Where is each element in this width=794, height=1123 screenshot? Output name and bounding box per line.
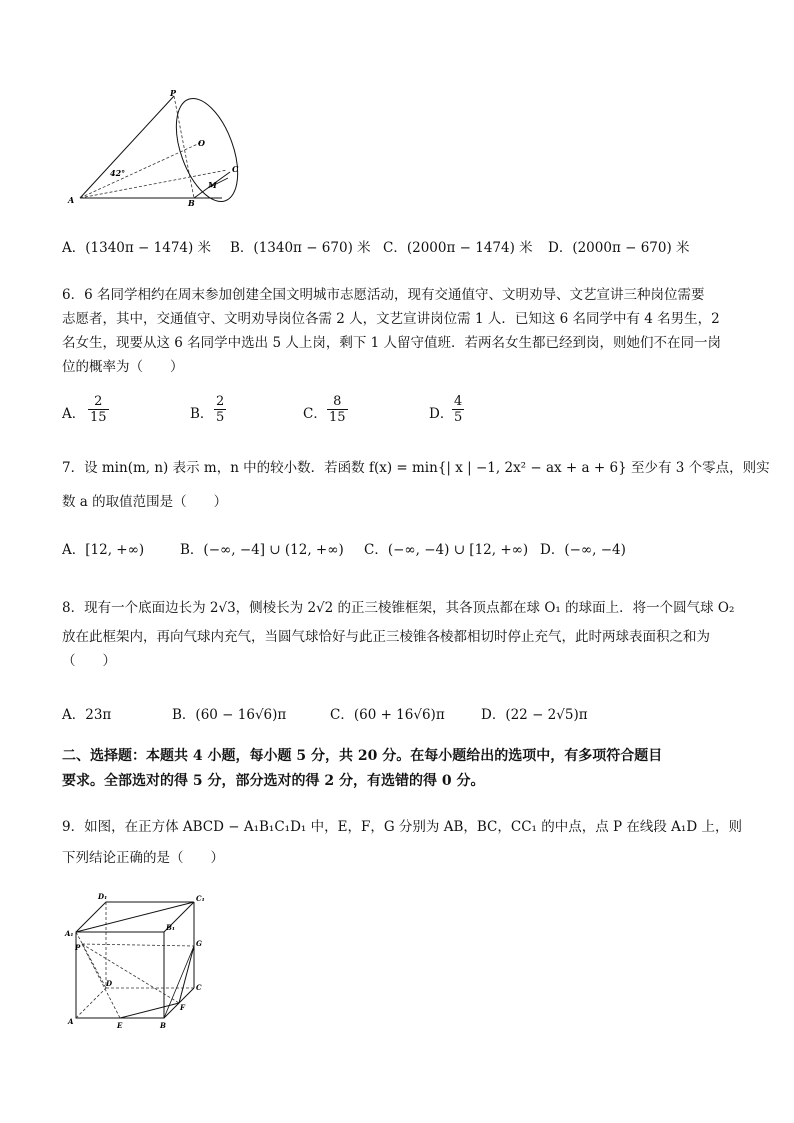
q6-option-d-label: D． xyxy=(429,406,454,422)
q9-line-1: 9．如图，在正方体 ABCD − A₁B₁C₁D₁ 中，E，F，G 分别为 AB，BC，CC₁ 的中点，点 P 在线段 A₁D 上，则 xyxy=(62,819,742,835)
q5-option-a: A．(1340π − 1474) 米 xyxy=(62,240,212,256)
q8-option-b: B．(60 − 16√6)π xyxy=(172,707,287,723)
q6-option-c-label: C． xyxy=(303,406,327,422)
q6-option-b-label: B． xyxy=(190,406,214,422)
label-P: P xyxy=(75,943,81,952)
q8-line-3: （ ） xyxy=(62,653,116,669)
q6-option-a-fraction: $\frac{2}{15}$ xyxy=(90,394,107,425)
label-D1: D₁ xyxy=(98,892,108,901)
label-O: O xyxy=(198,138,205,148)
q6-line-1: 6．6 名同学相约在周末参加创建全国文明城市志愿活动，现有交通值守、文明劝导、文艺宣讲三种岗位需要 xyxy=(62,287,705,303)
q8-option-a: A．23π xyxy=(62,707,112,723)
section-2-line-1: 二、选择题：本题共 4 小题，每小题 5 分，共 20 分。在每小题给出的选项中，有多项符合题目 xyxy=(62,748,663,764)
label-C: C xyxy=(232,164,239,174)
q6-line-3: 名女生，现要从这 6 名同学中选出 5 人上岗，剩下 1 人留守值班．若两名女生都已经到岗，则她们不在同一岗 xyxy=(62,335,722,351)
q9-line-2: 下列结论正确的是（ ） xyxy=(62,850,224,866)
q6-line-4: 位的概率为（ ） xyxy=(62,359,184,375)
q5-option-b: B．(1340π − 670) 米 xyxy=(230,240,371,256)
cube-figure xyxy=(62,888,212,1030)
label-C1: C₁ xyxy=(196,894,205,903)
label-E: E xyxy=(117,1021,123,1030)
q8-option-d: D．(22 − 2√5)π xyxy=(481,707,588,723)
q6-option-a-label: A． xyxy=(62,406,86,422)
q7-line-2: 数 a 的取值范围是（ ） xyxy=(62,494,228,510)
q8-line-2: 放在此框架内，再向气球内充气，当圆气球恰好与此正三棱锥各棱都相切时停止充气，此时两球表面积之和为 xyxy=(62,629,710,645)
cone-figure xyxy=(62,88,252,208)
label-angle: 42° xyxy=(110,168,126,178)
q6-option-b-fraction: $\frac{2}{5}$ xyxy=(216,394,225,425)
q6-option-d-fraction: $\frac{4}{5}$ xyxy=(454,394,463,425)
q7-option-c: C．(−∞, −4) ∪ [12, +∞) xyxy=(364,542,529,558)
label-C: C xyxy=(196,983,202,992)
q5-option-c: C．(2000π − 1474) 米 xyxy=(383,240,533,256)
q8-line-1: 8．现有一个底面边长为 2√3，侧棱长为 2√2 的正三棱锥框架，其各顶点都在球 O₁ 的球面上．将一个圆气球 O₂ xyxy=(62,600,735,616)
label-B: B xyxy=(188,198,195,208)
label-A: A xyxy=(68,195,75,205)
label-F: F xyxy=(180,1003,185,1012)
q7-line-1: 7．设 min(m, n) 表示 m，n 中的较小数．若函数 f(x) = min{| x | −1, 2x² − ax + a + 6} 至少有 3 个零点，则实 xyxy=(62,460,770,476)
label-M: M xyxy=(208,180,217,190)
section-2-line-2: 要求。全部选对的得 5 分，部分选对的得 2 分，有选错的得 0 分。 xyxy=(62,773,485,789)
label-B1: B₁ xyxy=(166,923,175,932)
q8-option-c: C．(60 + 16√6)π xyxy=(330,707,445,723)
label-G: G xyxy=(196,939,202,948)
label-P: P xyxy=(170,88,177,98)
label-A1: A₁ xyxy=(65,929,74,938)
q7-option-b: B．(−∞, −4] ∪ (12, +∞) xyxy=(180,542,344,558)
q7-option-a: A．[12, +∞) xyxy=(62,542,145,558)
q7-option-d: D．(−∞, −4) xyxy=(540,542,626,558)
q5-option-d: D．(2000π − 670) 米 xyxy=(548,240,690,256)
q6-line-2: 志愿者，其中，交通值守、文明劝导岗位各需 2 人，文艺宣讲岗位需 1 人．已知这 6 名同学中有 4 名男生，2 xyxy=(62,311,720,327)
q6-option-c-fraction: $\frac{8}{15}$ xyxy=(329,394,346,425)
label-D: D xyxy=(106,979,113,988)
label-B: B xyxy=(160,1021,166,1030)
label-A: A xyxy=(68,1017,74,1026)
